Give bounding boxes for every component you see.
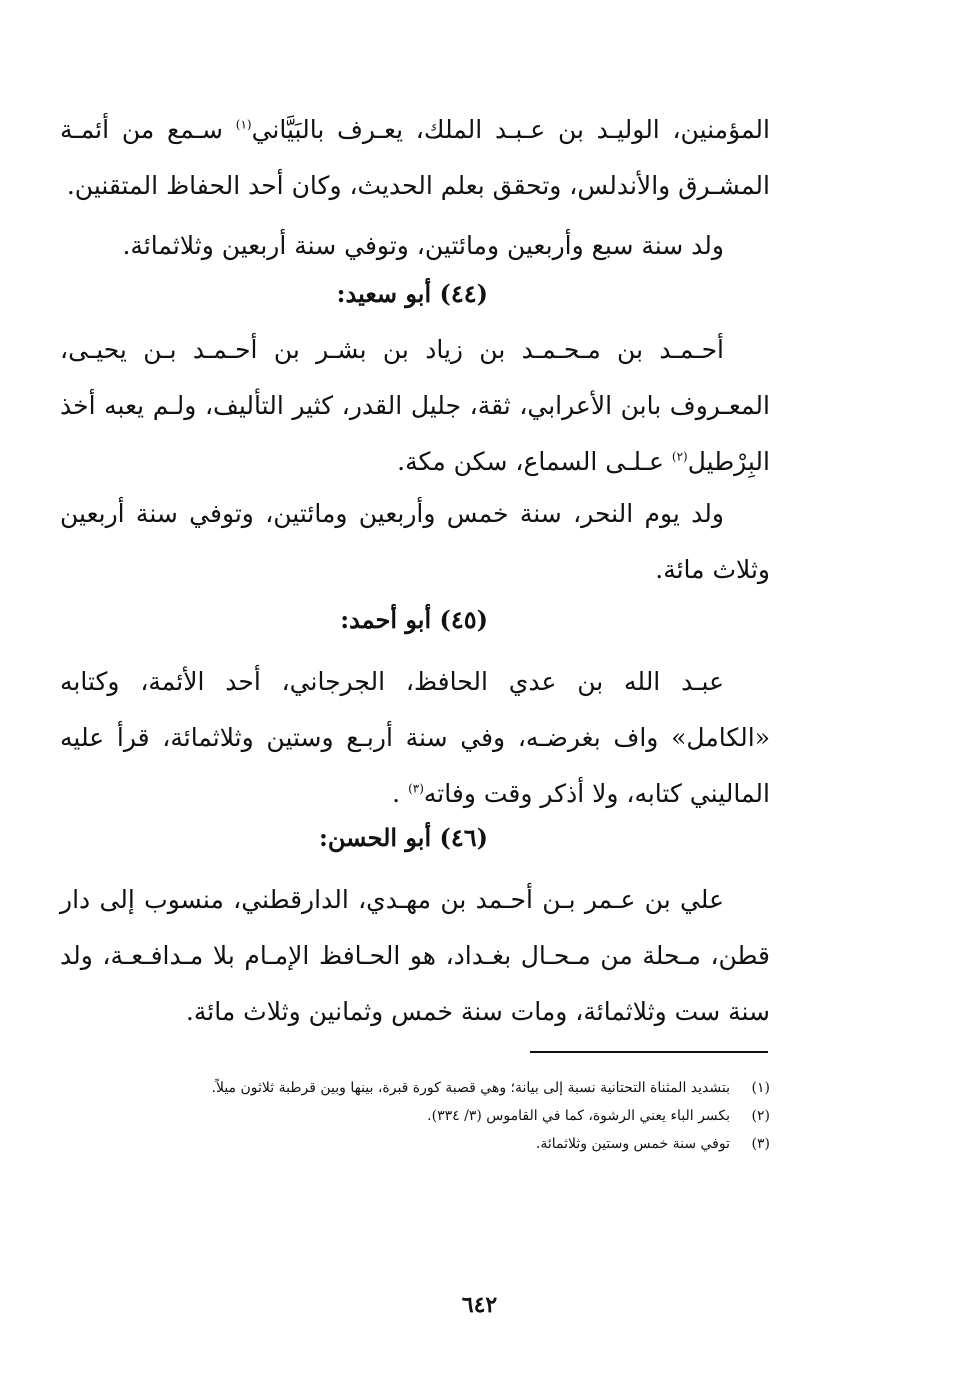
paragraph-3 (60, 322, 770, 490)
paragraph-text-start: المؤمنين، الوليـد بن عـبـد الملك، يعـرف بالبَيَّاني (251, 115, 770, 144)
footnote-2 (120, 1102, 770, 1130)
paragraph-text (60, 654, 770, 822)
heading-text: (٤٥) أبو أحمد: (340, 605, 488, 634)
footnote-text: بتشديد المثناة التحتانية نسبة إلى بيانة؛ وهي قصبة كورة قبرة، بينها وبين قرطبة ثلاثون ميلاً. (211, 1080, 730, 1096)
paragraph-text: علي بن عـمر بـن أحـمد بن مهـدي، الدارقطني، منسوب إلى دار قطن، مـحلة من مـحـال بغـداد، هو الحـافظ الإمـام بلا مـدافـعـة، ولد سنة ست وثلاثمائة، ومات سنة خمس وثمانين وثلاث مائة. (60, 885, 770, 1026)
footnote-number: (٣) (751, 1136, 770, 1152)
paragraph-6 (60, 872, 770, 1040)
footnotes (120, 1074, 770, 1158)
footnote-ref-3[interactable]: (٣) (408, 781, 424, 796)
paragraph-4 (60, 486, 770, 598)
paragraph-text-end: عـلـى السماع، سكن مكة. (397, 447, 664, 476)
footnote-text: توفي سنة خمس وستين وثلاثمائة. (535, 1136, 730, 1152)
paragraph-text-start: أحـمـد بن مـحـمـد بن زياد بن بشـر بن أحـمـد بـن يحيـى، المعـروف بابن الأعرابي، ثقة، جليل القدر، كثير التأليف، ولـم يعبه أخذ البِرْطيل (60, 335, 770, 476)
footnote-ref-1[interactable]: (١) (235, 117, 252, 132)
paragraph-text-end: . (392, 779, 401, 808)
paragraph-text (60, 322, 770, 490)
entry-heading-44 (60, 274, 770, 314)
paragraph-1 (60, 102, 770, 214)
heading-text: (٤٦) أبو الحسن: (319, 823, 488, 852)
footnote-number: (١) (751, 1080, 770, 1096)
footnote-text: بكسر الباء يعني الرشوة، كما في القاموس (٣/ ٣٣٤). (427, 1108, 730, 1124)
paragraph-2 (60, 218, 770, 274)
footnote-separator (530, 1051, 768, 1053)
footnote-number: (٢) (751, 1108, 770, 1124)
footnote-1 (120, 1074, 770, 1102)
footnote-ref-2[interactable]: (٢) (671, 449, 688, 464)
paragraph-text-start: عبـد الله بن عدي الحافظ، الجرجاني، أحد الأئمة، وكتابه «الكامل» واف بغرضـه، وفي سنة أربـع وستين وثلاثمائة، قرأ عليه الماليني كتابه، ولا أذكر وقت وفاته (60, 667, 770, 808)
paragraph-5 (60, 654, 770, 822)
paragraph-text-end: سـمع من أئمـة المشـرق والأندلس، وتحقق بعلم الحديث، وكان أحد الحفاظ المتقنين. (60, 115, 770, 200)
paragraph-text (60, 102, 770, 214)
paragraph-text: ولد يوم النحر، سنة خمس وأربعين ومائتين، وتوفي سنة أربعين وثلاث مائة. (60, 499, 770, 584)
heading-text: (٤٤) أبو سعيد: (336, 279, 488, 308)
page-number: ٦٤٢ (461, 1292, 498, 1318)
entry-heading-45 (60, 600, 770, 640)
paragraph-text: ولد سنة سبع وأربعين ومائتين، وتوفي سنة أربعين وثلاثمائة. (122, 231, 724, 260)
footnote-3 (120, 1130, 770, 1158)
entry-heading-46 (60, 818, 770, 858)
